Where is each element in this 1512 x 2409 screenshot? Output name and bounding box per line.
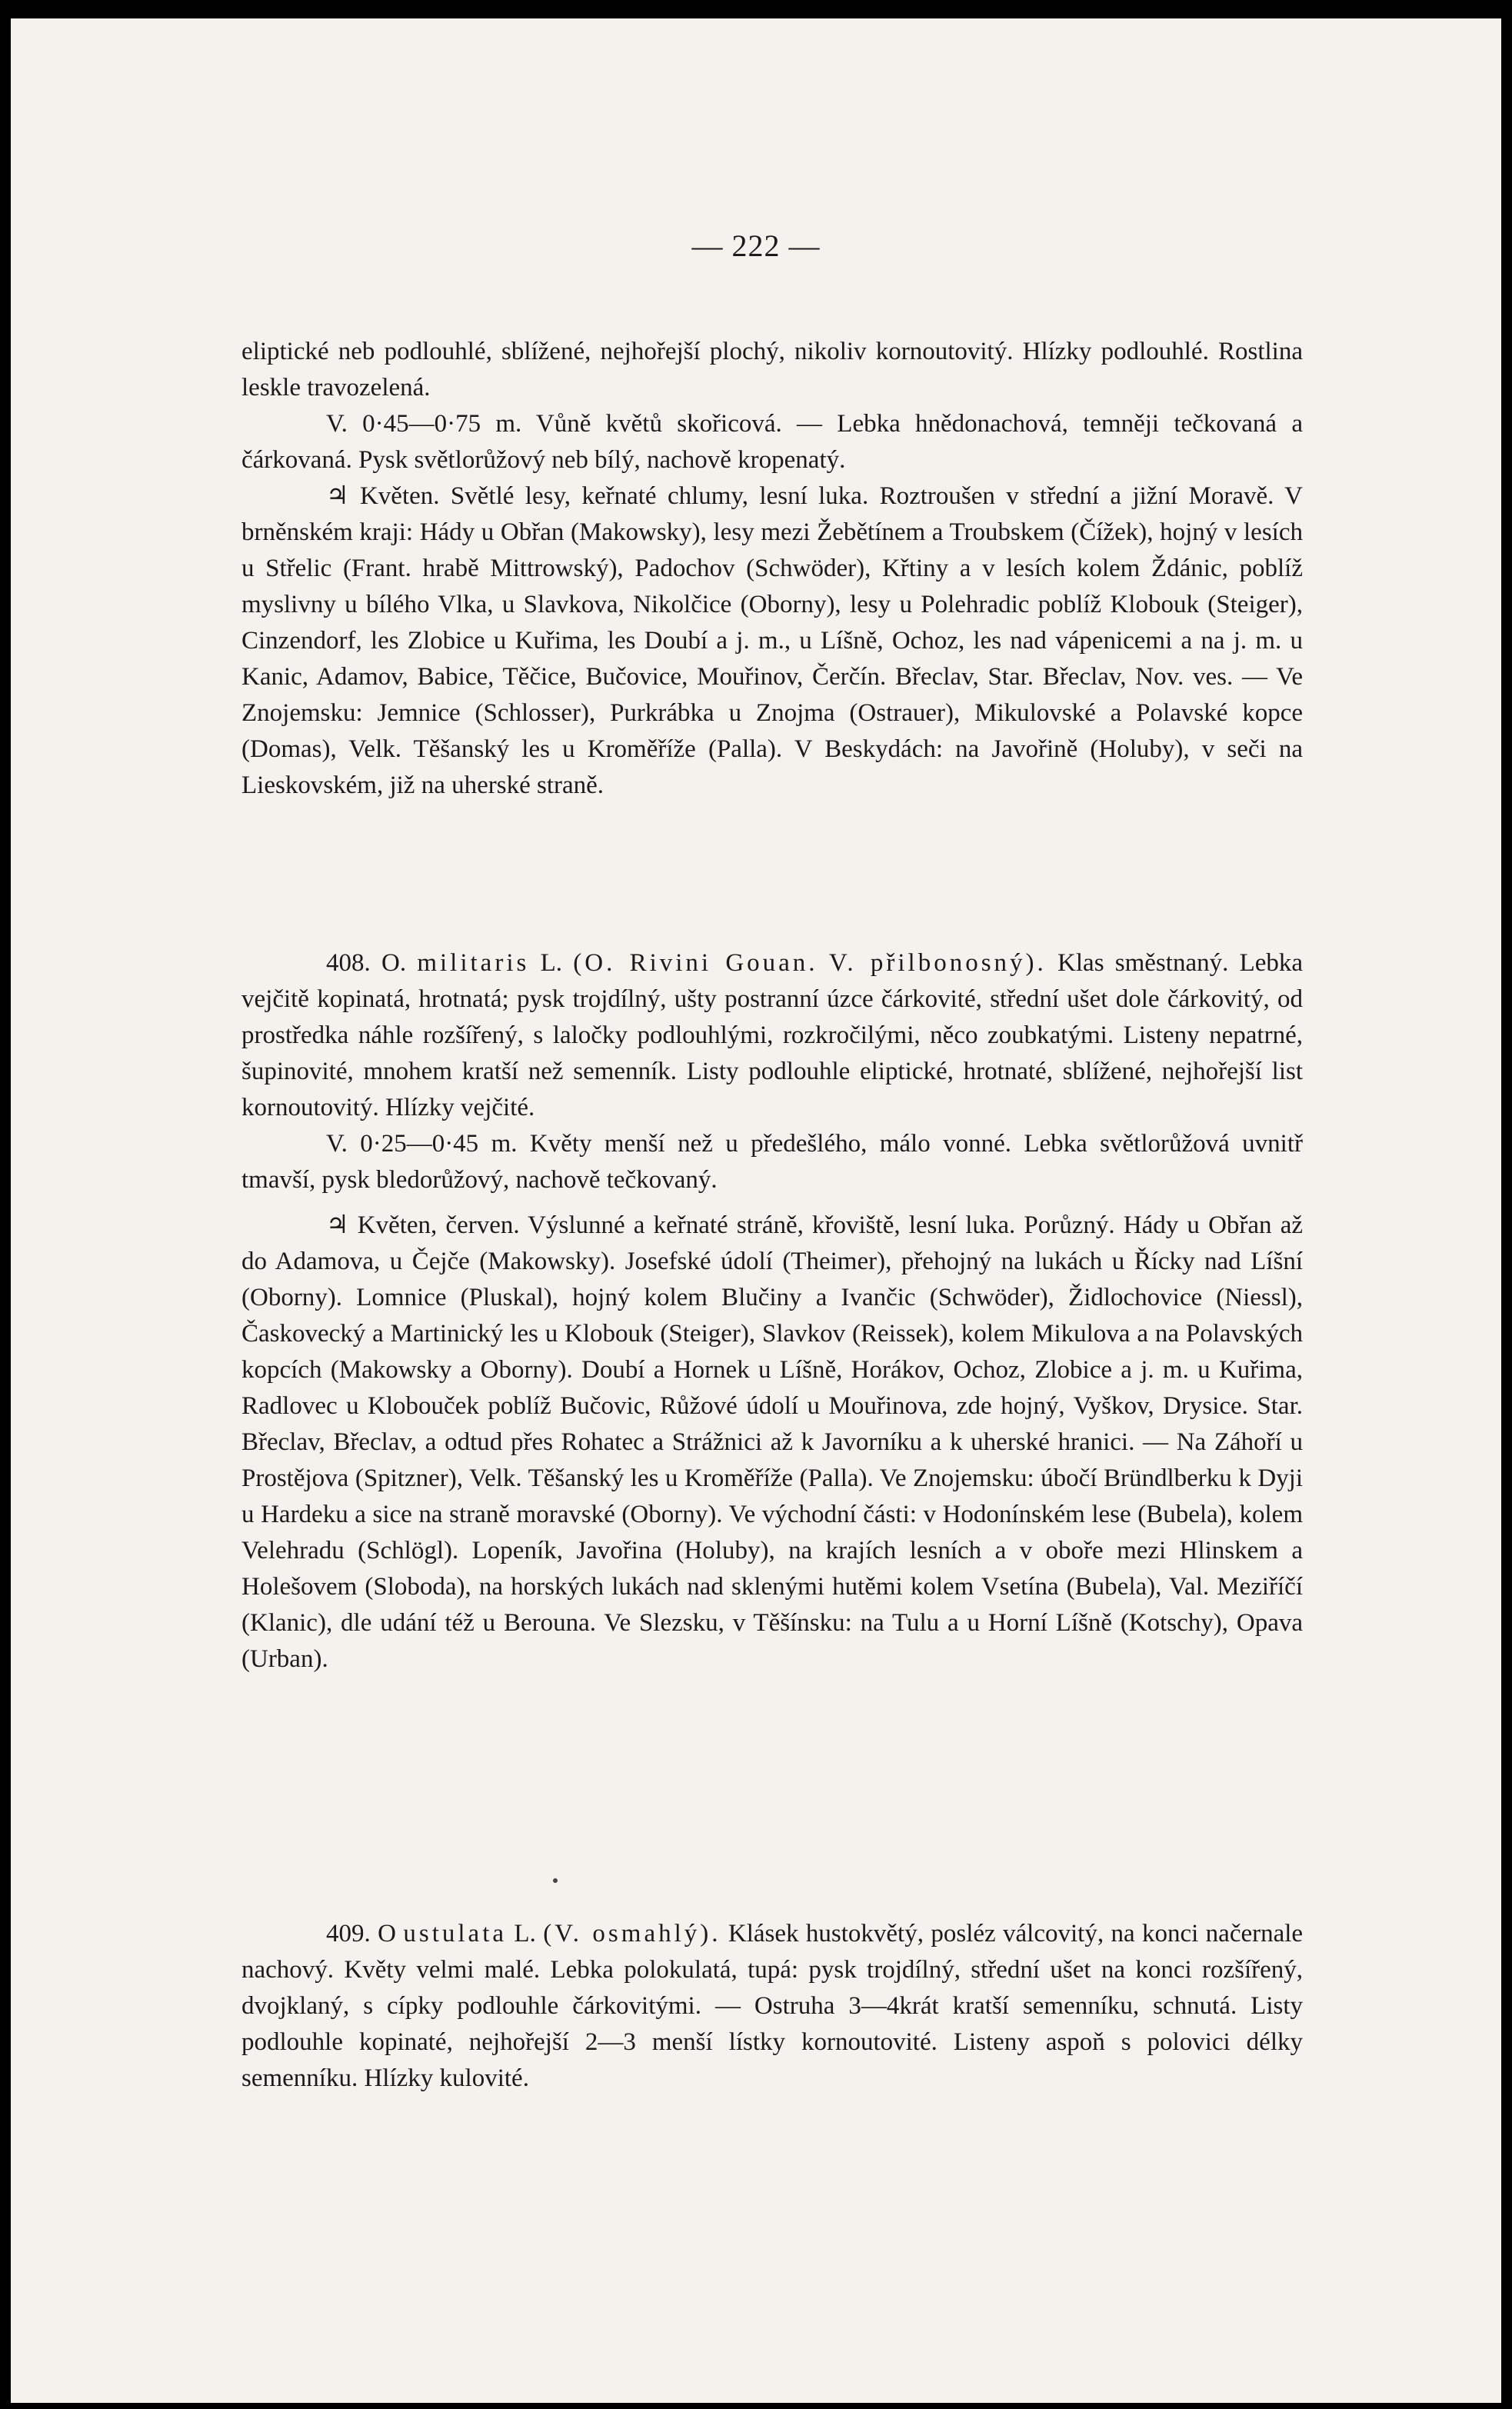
page-number: — 222 — (691, 228, 821, 263)
czech-name: V. přilbonosný). (828, 949, 1047, 977)
species-author: L. (514, 1920, 536, 1948)
genus-abbrev: O (378, 1920, 396, 1948)
species-entry-409 (241, 1916, 1303, 2097)
section-orchis-ustulata (241, 1916, 1303, 2097)
species-entry-408 (241, 945, 1303, 1126)
species-description: Klásek hustokvětý, posléz válcovitý, na konci načernale nachový. Květy velmi malé. Lebka polokulatá, tupá: pysk trojdílný, střední ušet na konci rozšířený, dvojklaný, s cípky podlouhle čárkovitými. — Ostruha 3—4krát kratší semenníku, schnutá. Listy podlouhle kopinaté, nejhořejší 2—3 menší lístky kornoutovité. Listeny aspoň s polovici délky semenníku. Hlízky kulovité. (241, 1920, 1304, 2092)
paragraph-localities: ♃ Květen, červen. Výslunné a keřnaté stráně, křoviště, lesní luka. Porůzný. Hády u Obřan až do Adamova, u Čejče (Makowsky). Josefské údolí (Theimer), přehojný na lukách u Řícky nad Líšní (Oborny). Lomnice (Pluskal), hojný kolem Blučiny a Ivančic (Schwöder), Židlochovice (Niessl), Časkovecký a Martinický les u Klobouk (Steiger), Slavkov (Reissek), kolem Mikulova a na Polavských kopcích (Makowsky a Oborny). Doubí a Hornek u Líšně, Horákov, Ochoz, Zlobice a j. m. u Kuřima, Radlovec u Klobouček poblíž Bučovic, Růžové údolí u Mouřinova, zde hojný, Vyškov, Drysice. Star. Břeclav, Břeclav, a odtud přes Rohatec a Strážnici až k Javorníku a k uherské hranici. — Na Záhoří u Prostějova (Spitzner), Velk. Těšanský les u Kroměříže (Palla). Ve Znojemsku: úbočí Bründlberku k Dyji u Hardeku a sice na straně moravské (Oborny). Ve východní části: v Hodonínském lese (Bubela), kolem Velehradu (Schlögl). Lopeník, Javořina (Holuby), na krajích lesních a v oboře mezi Hlinskem a Holešovem (Sloboda), na horských lukách nad sklenými hutěmi kolem Vsetína (Bubela), Val. Meziříčí (Klanic), dle udání též u Berouna. Ve Slezsku, v Těšínsku: na Tulu a u Horní Líšně (Kotschy), Opava (Urban). (241, 1211, 1303, 1673)
species-name: militaris (417, 949, 530, 977)
species-description: Klas směstnaný. Lebka vejčitě kopinatá, hrotnatá; pysk trojdílný, ušty postranní úzce čárkovité, střední ušet dole čárkovitý, od prostředka náhle rozšířený, s laločky podlouhlými, rozkročilými, něco zoubkatými. Listeny nepatrné, šupinovité, mnohem kratší než semenník. Listy podlouhle eliptické, hrotnaté, sblížené, nejhořejší list kornoutovitý. Hlízky vejčité. (241, 949, 1304, 1121)
section-orchis-militaris (241, 945, 1303, 1678)
paragraph-dimensions: V. 0·45—0·75 m. Vůně květů skořicová. — Lebka hnědonachová, temněji tečkovaná a čárkovaná. Pysk světlorůžový neb bílý, nachově kropenatý. (241, 410, 1303, 474)
czech-name: (V. osmahlý). (543, 1920, 721, 1948)
entry-number: 408. (326, 949, 371, 977)
paragraph-localities: ♃ Květen. Světlé lesy, keřnaté chlumy, lesní luka. Roztroušen v střední a jižní Moravě. V brněnském kraji: Hády u Obřan (Makowsky), lesy mezi Žebětínem a Troubskem (Čížek), hojný v lesích u Střelic (Frant. hrabě Mittrowský), Padochov (Schwöder), Křtiny a v lesích kolem Ždánic, poblíž myslivny u bílého Vlka, u Slavkova, Nikolčice (Oborny), lesy u Polehradic poblíž Klobouk (Steiger), Cinzendorf, les Zlobice u Kuřima, les Doubí a j. m., u Líšně, Ochoz, les nad vápenicemi a na j. m. u Kanic, Adamov, Babice, Těčice, Bučovice, Mouřinov, Čerčín. Břeclav, Star. Břeclav, Nov. ves. — Ve Znojemsku: Jemnice (Schlosser), Purkrábka u Znojma (Ostrauer), Mikulovské a Polavské kopce (Domas), Velk. Těšanský les u Kroměříže (Palla). V Beskydách: na Javořině (Holuby), v seči na Lieskovském, již na uherské straně. (241, 482, 1303, 799)
ink-dot (553, 1878, 558, 1883)
species-author: L. (540, 949, 563, 977)
book-page (11, 18, 1501, 2403)
paragraph-description-end: eliptické neb podlouhlé, sblížené, nejhořejší plochý, nikoliv kornoutovitý. Hlízky podlouhlé. Rostlina leskle travozelená. (241, 338, 1303, 402)
species-synonym: (O. Rivini Gouan. (573, 949, 818, 977)
genus-abbrev: O. (381, 949, 407, 977)
section-continuation (241, 334, 1303, 804)
species-name: ustulata (403, 1920, 508, 1948)
paragraph-dimensions: V. 0·25—0·45 m. Květy menší než u předešlého, málo vonné. Lebka světlorůžová uvnitř tmavší, pysk bledorůžový, nachově tečkovaný. (241, 1130, 1303, 1194)
entry-number: 409. (326, 1920, 371, 1948)
